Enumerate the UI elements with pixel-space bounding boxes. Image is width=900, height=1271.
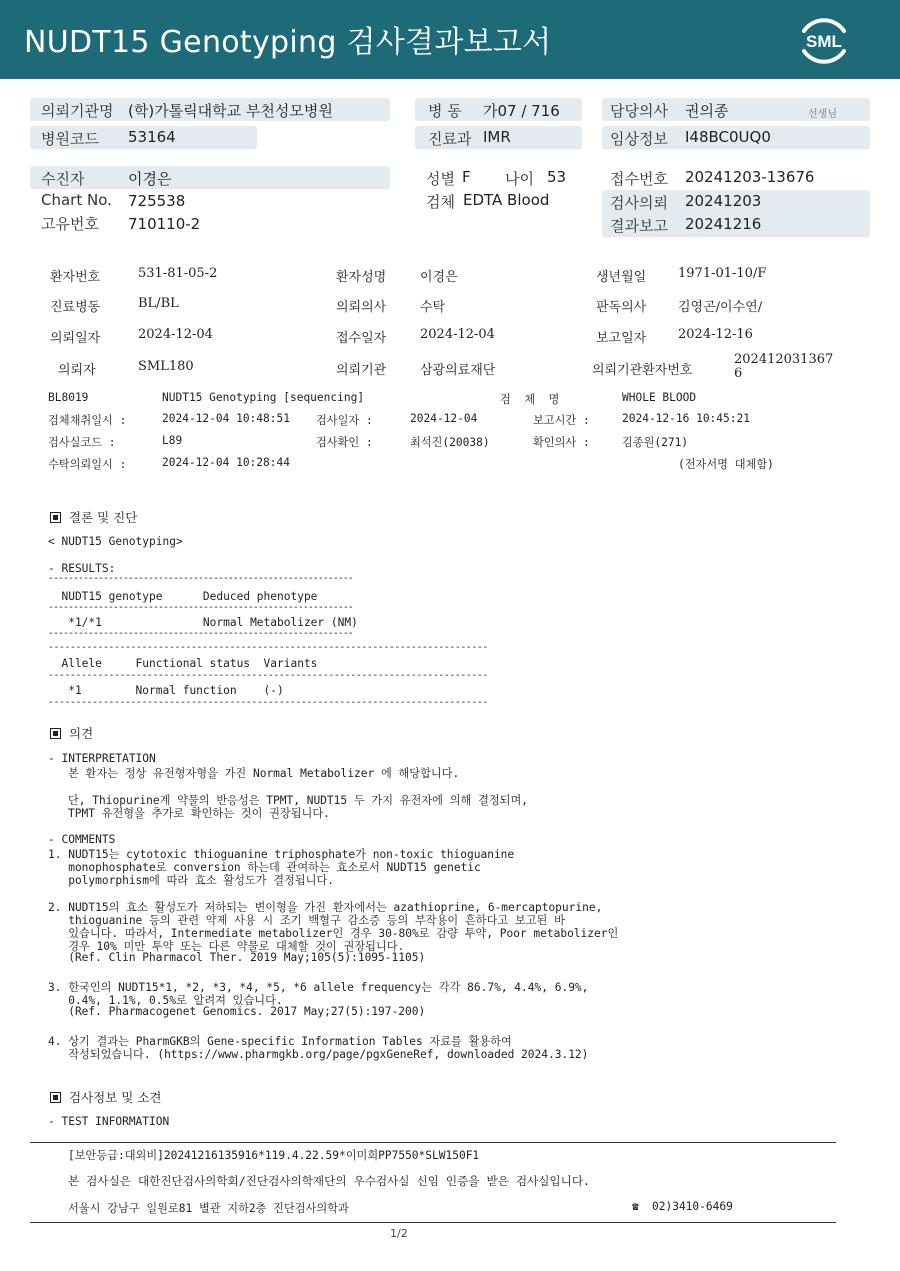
table1-row: *1/*1 Normal Metabolizer (NM) (48, 616, 358, 629)
age-label: 나이 (505, 170, 534, 188)
confdoc-label: 확인의사 : (533, 436, 590, 449)
contract-value: 2024-12-04 10:28:44 (162, 456, 290, 469)
reqorg-value: 삼광의료재단 (420, 363, 496, 378)
svg-text:SML: SML (806, 32, 842, 51)
table2-header: Allele Functional status Variants (48, 657, 318, 670)
table2-row: *1 Normal function (-) (48, 684, 284, 697)
hosp-code-value: 53164 (128, 128, 176, 146)
pid-value: 531-81-05-2 (138, 266, 218, 281)
test-code: BL8019 (48, 391, 89, 404)
orgpid-value-1: 202412031367 (734, 352, 834, 367)
phone-number: 02)3410-6469 (652, 1200, 733, 1213)
comment-line: 0.4%, 1.1%, 0.5%로 알려져 있습니다. (48, 994, 283, 1007)
report-date-value: 20241216 (685, 215, 762, 233)
lab-value: L89 (162, 434, 183, 447)
sml-logo (796, 13, 852, 69)
comment-line: 3. 한국인의 NUDT15*1, *2, *3, *4, *5, *6 allele frequency는 각각 86.7%, 4.4%, 6.9%, (48, 981, 589, 994)
dob-value: 1971-01-10/F (678, 266, 767, 281)
dash-line: -------------------------------------------------------------------------------- (48, 670, 488, 681)
reqorg-label: 의뢰기관 (336, 363, 387, 378)
comment-line: thioguanine 등의 관련 약제 사용 시 조기 백혈구 감소증 등의 부작용이 흔하다고 보고된 바 (48, 914, 565, 927)
req-org-label: 의뢰기관명 (41, 102, 114, 120)
clinical-label: 임상정보 (610, 130, 668, 148)
comments-label: - COMMENTS (48, 833, 116, 846)
dob-label: 생년월일 (596, 270, 647, 285)
dash-line: ------------------------------------------------------------- (48, 628, 353, 639)
report-date-label: 결과보고 (610, 217, 668, 235)
testinfo-label: - TEST INFORMATION (48, 1115, 170, 1128)
report-header (0, 0, 900, 79)
dash-line: ------------------------------------------------------------- (48, 573, 353, 584)
comment-line: (Ref. Pharmacogenet Genomics. 2017 May;27(5):197-200) (48, 1005, 426, 1018)
recday-label: 접수일자 (336, 331, 387, 346)
interp-line: TPMT 유전형을 추가로 확인하는 것이 권장됩니다. (68, 807, 330, 820)
collect-label: 검체채취일시 : (48, 414, 127, 427)
orgpid-value-2: 6 (734, 366, 743, 381)
ward-info-label: 진료병동 (50, 300, 101, 315)
pname-label: 환자성명 (336, 270, 387, 285)
comment-line: 작성되었습니다. (https://www.pharmgkb.org/page/pgxGeneRef, downloaded 2024.3.12) (48, 1048, 589, 1061)
recday-value: 2024-12-04 (420, 327, 495, 342)
genotyping-title: < NUDT15 Genotyping> (48, 535, 183, 548)
footer-divider (30, 1222, 836, 1223)
hosp-code-label: 병원코드 (41, 130, 99, 148)
orgpid-label: 의뢰기관환자번호 (592, 363, 693, 378)
uid-value: 710110-2 (128, 215, 201, 233)
comment-line: polymorphism에 따라 효소 활성도가 결정됩니다. (48, 874, 335, 887)
comment-line: 경우 10% 미만 투약 또는 다른 약물로 대체할 것이 권장됩니다. (48, 940, 405, 953)
comment-line: 1. NUDT15는 cytotoxic thioguanine triphosphate가 non-toxic thioguanine (48, 848, 515, 861)
ward-label: 병 동 (428, 102, 462, 120)
doctor-value: 권의종 (685, 102, 729, 120)
requester-value: SML180 (138, 359, 194, 374)
esign-note: (전자서명 대체함) (678, 458, 774, 471)
section-opinion: 의견 (50, 724, 93, 742)
dept-label: 진료과 (428, 130, 472, 148)
reqdoc-label: 의뢰의사 (336, 300, 387, 315)
section-bullet-icon (50, 1092, 61, 1103)
collect-value: 2024-12-04 10:48:51 (162, 412, 290, 425)
pname-value: 이경은 (420, 270, 458, 285)
repday-value: 2024-12-16 (678, 327, 753, 342)
dash-line: -------------------------------------------------------------------------------- (48, 642, 488, 653)
testday-label: 검사일자 : (316, 414, 373, 427)
reader-label: 판독의사 (596, 300, 647, 315)
contract-label: 수탁의뢰일시 : (48, 458, 127, 471)
interp-label: - INTERPRETATION (48, 752, 156, 765)
req-date-label: 검사의뢰 (610, 194, 668, 212)
reqdoc-value: 수탁 (420, 300, 446, 315)
comment-line: (Ref. Clin Pharmacol Ther. 2019 May;105(5):1095-1105) (48, 951, 426, 964)
test-name: NUDT15 Genotyping [sequencing] (162, 391, 365, 404)
ward-info-value: BL/BL (138, 296, 179, 311)
section-testinfo: 검사정보 및 소견 (50, 1088, 161, 1106)
footer-divider (30, 1142, 836, 1143)
confdoc-value: 김종원(271) (622, 436, 689, 449)
receipt-label: 접수번호 (610, 170, 668, 188)
spec-value: WHOLE BLOOD (622, 391, 697, 404)
confirm-label: 검사확인 : (316, 436, 373, 449)
interp-line: 단, Thiopurine계 약물의 반응성은 TPMT, NUDT15 두 가지 유전자에 의해 결정되며, (68, 794, 529, 807)
reptime-value: 2024-12-16 10:45:21 (622, 412, 750, 425)
repday-label: 보고일자 (596, 331, 647, 346)
uid-label: 고유번호 (41, 215, 99, 233)
section-bullet-icon (50, 728, 61, 739)
spec-label: 검 체 명 (500, 393, 560, 406)
report-title: NUDT15 Genotyping 검사결과보고서 (24, 25, 552, 60)
table1-header: NUDT15 genotype Deduced phenotype (48, 590, 318, 603)
sex-value: F (462, 168, 471, 186)
comment-line: 4. 상기 결과는 PharmGKB의 Gene-specific Information Tables 자료를 활용하여 (48, 1035, 512, 1048)
specimen-value: EDTA Blood (463, 191, 550, 209)
dash-line: ------------------------------------------------------------- (48, 602, 353, 613)
chart-value: 725538 (128, 192, 186, 210)
page-number: 1/2 (390, 1227, 408, 1240)
interp-line: 본 환자는 정상 유전형자형을 가진 Normal Metabolizer 에 해당합니다. (68, 767, 460, 780)
specimen-label: 검체 (426, 193, 455, 211)
lab-label: 검사실코드 : (48, 436, 116, 449)
reptime-label: 보고시간 : (533, 414, 590, 427)
req-org-value: (학)가톨릭대학교 부천성모병원 (128, 102, 333, 120)
testday-value: 2024-12-04 (410, 412, 478, 425)
dept-value: IMR (483, 128, 511, 146)
doctor-suffix: 선생님 (808, 109, 837, 120)
age-value: 53 (547, 168, 567, 186)
doctor-label: 담당의사 (610, 102, 668, 120)
reqday-value: 2024-12-04 (138, 327, 213, 342)
section-results: 결론 및 진단 (50, 508, 137, 526)
certification-text: 본 검사실은 대한진단검사의학회/진단검사의학재단의 우수검사실 신임 인증을 받은 검사실입니다. (68, 1174, 591, 1188)
address-text: 서울시 강남구 일원로81 별관 지하2층 진단검사의학과 (68, 1202, 349, 1215)
req-date-value: 20241203 (685, 192, 762, 210)
confirm-value: 최석진(20038) (410, 436, 490, 449)
clinical-value: I48BC0UQ0 (685, 128, 771, 146)
comment-line: 2. NUDT15의 효소 활성도가 저하되는 변이형을 가진 환자에서는 azathioprine, 6-mercaptopurine, (48, 901, 603, 914)
sex-label: 성별 (426, 170, 455, 188)
results-label: - RESULTS: (48, 562, 116, 575)
requester-label: 의뢰자 (58, 363, 96, 378)
section-bullet-icon (50, 512, 61, 523)
patient-value: 이경은 (128, 170, 172, 188)
phone-icon: ☎ (632, 1200, 639, 1213)
pid-label: 환자번호 (50, 270, 101, 285)
patient-label: 수진자 (41, 170, 85, 188)
receipt-value: 20241203-13676 (685, 168, 815, 186)
reader-value: 김영곤/이수연/ (678, 300, 763, 315)
comment-line: monophosphate로 conversion 하는데 관여하는 효소로서 NUDT15 genetic (48, 861, 481, 874)
comment-line: 있습니다. 따라서, Intermediate metabolizer인 경우 30-80%로 감량 투약, Poor metabolizer인 (48, 927, 619, 940)
reqday-label: 의뢰일자 (50, 331, 101, 346)
ward-value: 가07 / 716 (483, 102, 560, 120)
security-line: [보안등급:대외비]20241216135916*119.4.22.59*이미희PP7550*SLW150F1 (68, 1149, 480, 1162)
chart-label: Chart No. (41, 191, 112, 209)
dash-line: -------------------------------------------------------------------------------- (48, 697, 488, 708)
